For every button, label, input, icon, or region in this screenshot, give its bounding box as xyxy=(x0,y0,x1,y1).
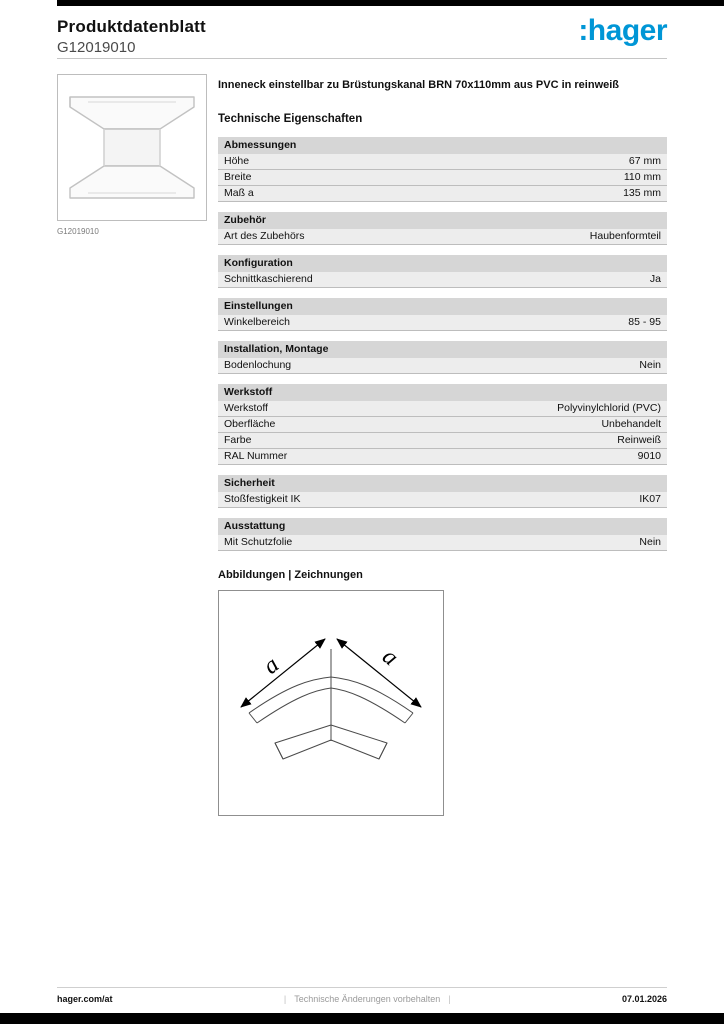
main-content xyxy=(57,74,667,816)
product-title: Inneneck einstellbar zu Brüstungskanal BRN 70x110mm aus PVC in reinweiß xyxy=(218,79,620,91)
footer-notice-text: Technische Änderungen vorbehalten xyxy=(294,994,441,1004)
spec-value: IK07 xyxy=(639,493,661,505)
spec-value: Haubenformteil xyxy=(589,230,661,242)
dimension-drawing xyxy=(219,591,443,815)
spec-section-title: Abmessungen xyxy=(218,137,667,154)
footer-website-link[interactable]: hager.com/at xyxy=(57,994,113,1004)
product-image-column xyxy=(57,74,207,816)
spec-row xyxy=(218,154,667,170)
spec-label: Farbe xyxy=(224,434,252,446)
spec-label: Bodenlochung xyxy=(224,359,292,371)
spec-label: Art des Zubehörs xyxy=(224,230,305,242)
spec-row xyxy=(218,401,667,417)
spec-sections xyxy=(218,137,667,551)
spec-section xyxy=(218,518,667,551)
spec-row xyxy=(218,170,667,186)
dim-label-right: a xyxy=(377,643,403,672)
bottom-accent-bar xyxy=(0,1013,724,1024)
spec-value: Nein xyxy=(639,359,661,371)
spec-section xyxy=(218,475,667,508)
spec-label: Werkstoff xyxy=(224,402,268,414)
spec-section xyxy=(218,298,667,331)
spec-label: Schnittkaschierend xyxy=(224,273,313,285)
spec-value: Ja xyxy=(649,273,661,285)
spec-section xyxy=(218,384,667,465)
spec-section-title: Einstellungen xyxy=(218,298,667,315)
spec-section-title: Ausstattung xyxy=(218,518,667,535)
spec-section-title: Zubehör xyxy=(218,212,667,229)
dim-label-left: a xyxy=(258,651,285,680)
spec-value: 67 mm xyxy=(628,155,661,167)
product-line-drawing xyxy=(58,75,206,220)
spec-section-title: Sicherheit xyxy=(218,475,667,492)
spec-row xyxy=(218,186,667,202)
spec-section xyxy=(218,137,667,202)
product-image xyxy=(57,74,207,221)
spec-row xyxy=(218,315,667,331)
spec-value: 85 - 95 xyxy=(628,316,661,328)
spec-row xyxy=(218,433,667,449)
spec-row xyxy=(218,358,667,374)
drawings-title: Abbildungen | Zeichnungen xyxy=(218,569,363,581)
spec-value: Nein xyxy=(639,536,661,548)
product-image-caption: G12019010 xyxy=(57,227,99,236)
spec-value: 135 mm xyxy=(623,187,661,199)
datasheet-page xyxy=(57,0,667,816)
spec-value: 110 mm xyxy=(623,171,661,183)
spec-label: Maß a xyxy=(224,187,254,199)
footer-date: 07.01.2026 xyxy=(621,994,667,1004)
spec-row xyxy=(218,417,667,433)
spec-row xyxy=(218,449,667,465)
spec-label: RAL Nummer xyxy=(224,450,288,462)
spec-label: Stoßfestigkeit IK xyxy=(224,493,301,505)
spec-row xyxy=(218,492,667,508)
technical-drawing xyxy=(218,590,444,816)
spec-row xyxy=(218,229,667,245)
spec-label: Winkelbereich xyxy=(224,316,290,328)
footer-notice xyxy=(113,994,622,1004)
spec-row xyxy=(218,535,667,551)
spec-row xyxy=(218,272,667,288)
spec-value: Reinweiß xyxy=(617,434,661,446)
spec-section-title: Werkstoff xyxy=(218,384,667,401)
header xyxy=(57,0,667,58)
spec-value: Unbehandelt xyxy=(601,418,661,430)
spec-label: Breite xyxy=(224,171,252,183)
header-divider xyxy=(57,58,667,59)
spec-section-title: Konfiguration xyxy=(218,255,667,272)
spec-value: Polyvinylchlorid (PVC) xyxy=(557,402,661,414)
footer-separator-left: | xyxy=(283,994,287,1004)
tech-properties-title: Technische Eigenschaften xyxy=(218,113,363,125)
hager-logo: :hager xyxy=(578,14,667,47)
spec-section-title: Installation, Montage xyxy=(218,341,667,358)
spec-value: 9010 xyxy=(637,450,661,462)
spec-section xyxy=(218,255,667,288)
spec-label: Mit Schutzfolie xyxy=(224,536,293,548)
spec-label: Oberfläche xyxy=(224,418,276,430)
spec-label: Höhe xyxy=(224,155,250,167)
product-id: G12019010 xyxy=(57,39,136,56)
footer xyxy=(57,987,667,1004)
page-title: Produktdatenblatt xyxy=(57,17,206,36)
footer-divider xyxy=(57,987,667,988)
product-details-column xyxy=(218,74,667,816)
spec-section xyxy=(218,341,667,374)
footer-separator-right: | xyxy=(448,994,451,1004)
spec-section xyxy=(218,212,667,245)
